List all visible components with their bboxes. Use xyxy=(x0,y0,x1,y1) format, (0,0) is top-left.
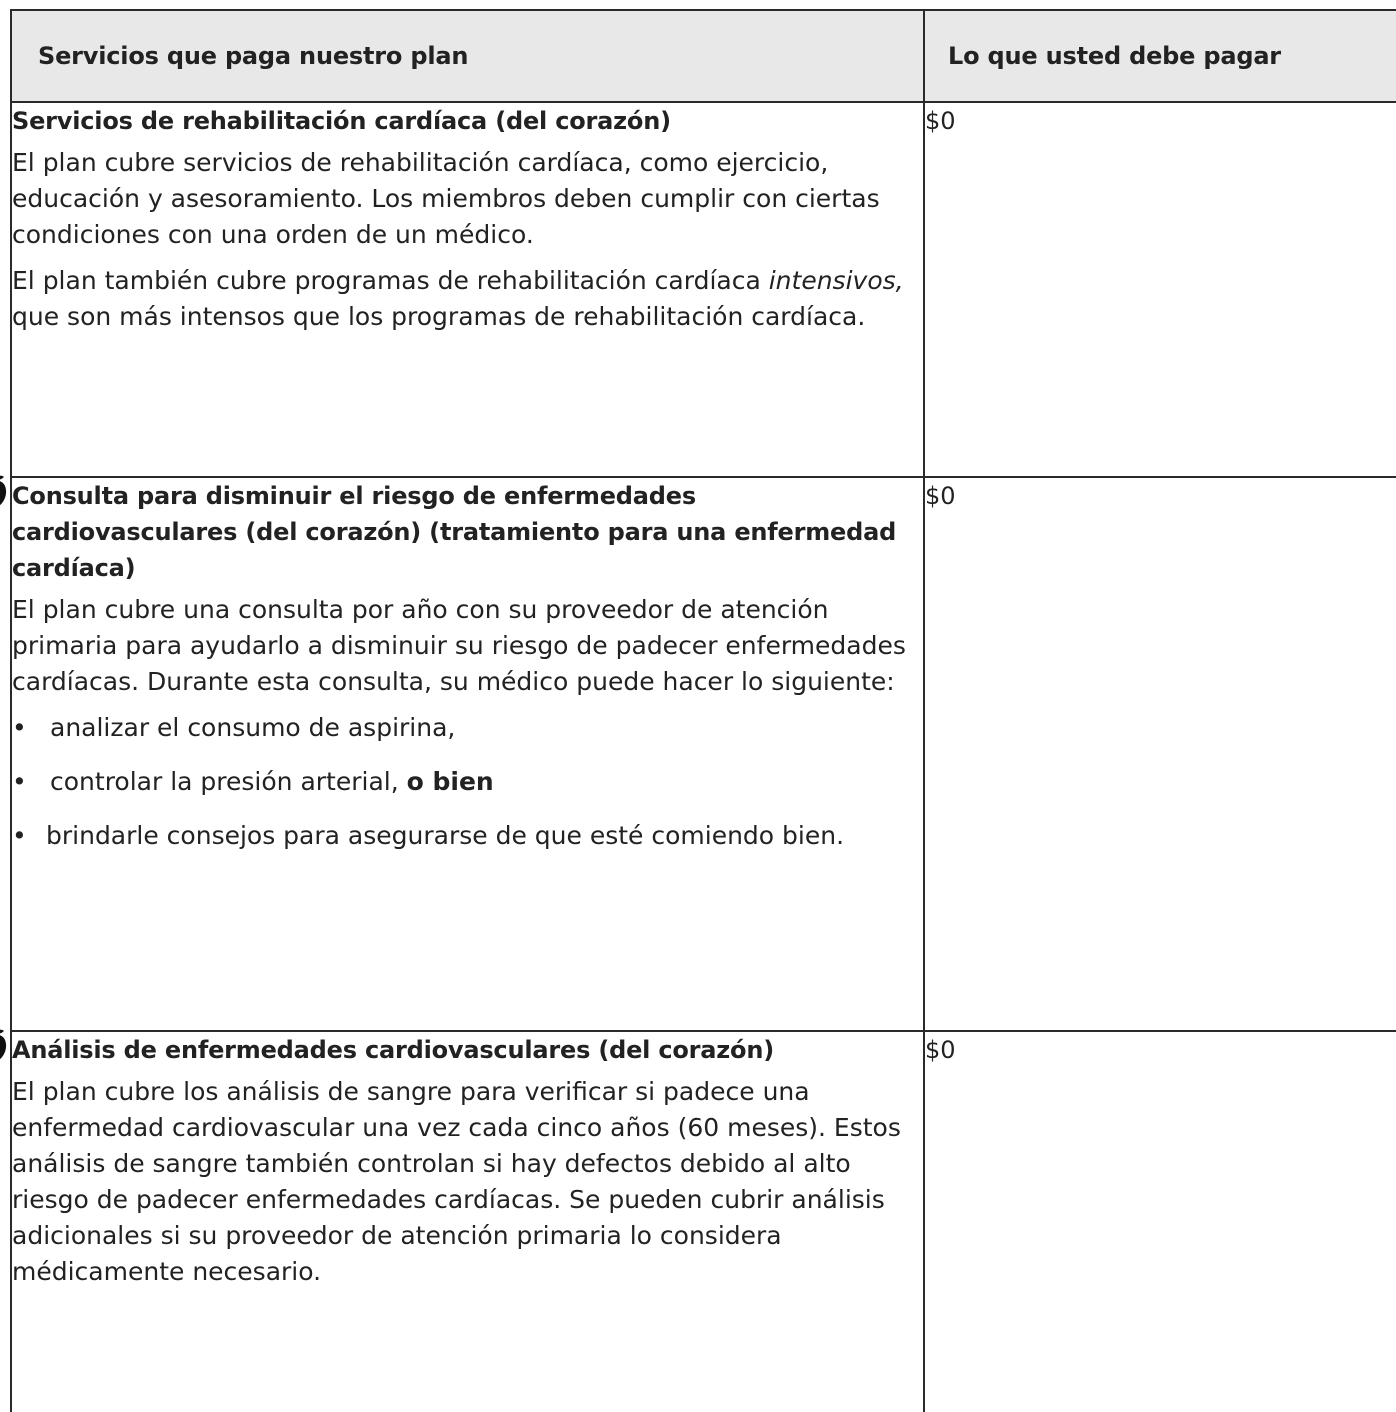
service-cell xyxy=(11,477,924,1031)
bullet-text: brindarle consejos para asegurarse de que esté comiendo bien. xyxy=(46,821,845,850)
bullet-text: analizar el consumo de aspirina, xyxy=(50,713,456,742)
header-services: Servicios que paga nuestro plan xyxy=(11,10,924,102)
cost-value: $0 xyxy=(925,107,956,135)
bullet-item xyxy=(12,710,923,746)
service-title xyxy=(12,478,923,586)
service-description xyxy=(12,145,923,253)
bullet-dot: • xyxy=(12,821,27,850)
service-description-2 xyxy=(12,263,923,335)
benefits-table xyxy=(10,9,1396,1412)
cost-cell xyxy=(924,1031,1396,1412)
service-description xyxy=(12,592,923,700)
service-description xyxy=(12,1074,923,1290)
bullet-item xyxy=(12,764,923,800)
table-row xyxy=(11,102,1396,477)
bullet-bold-text: o bien xyxy=(406,767,494,796)
table-header-row xyxy=(11,10,1396,102)
service-description-text: El plan cubre servicios de rehabilitación cardíaca, como ejercicio, educación y asesoramiento. Los miembros deben cumplir con ciertas condiciones con una orden de un médico. xyxy=(12,148,880,249)
cost-cell xyxy=(924,477,1396,1031)
table-row xyxy=(11,477,1396,1031)
apple-icon xyxy=(0,473,8,509)
service-title xyxy=(12,103,923,139)
service-title xyxy=(12,1032,923,1068)
cost-value: $0 xyxy=(925,1036,956,1064)
service-description-2-end: que son más intensos que los programas de rehabilitación cardíaca. xyxy=(12,302,866,331)
cost-value: $0 xyxy=(925,482,956,510)
service-title-text: Consulta para disminuir el riesgo de enfermedades cardiovasculares (del corazón) (tratamiento para una enfermedad cardíaca) xyxy=(12,482,897,582)
bullet-text: controlar la presión arterial, xyxy=(50,767,407,796)
apple-icon xyxy=(0,1027,8,1063)
service-cell xyxy=(11,1031,924,1412)
service-description-text: El plan cubre los análisis de sangre para verificar si padece una enfermedad cardiovascular una vez cada cinco años (60 meses). Estos análisis de sangre también controlan si hay defectos debido al alto riesgo de padecer enfermedades cardíacas. Se pueden cubrir análisis adicionales si su proveedor de atención primaria lo considera médicamente necesario. xyxy=(12,1077,901,1286)
bullet-dot: • xyxy=(12,713,27,742)
service-description-2-italic: intensivos, xyxy=(768,266,904,295)
header-cost: Lo que usted debe pagar xyxy=(924,10,1396,102)
table-row xyxy=(11,1031,1396,1412)
service-title-text: Análisis de enfermedades cardiovasculares (del corazón) xyxy=(12,1036,774,1064)
service-cell xyxy=(11,102,924,477)
service-description-text: El plan cubre una consulta por año con su proveedor de atención primaria para ayudarlo a disminuir su riesgo de padecer enfermedades cardíacas. Durante esta consulta, su médico puede hacer lo siguiente: xyxy=(12,595,906,696)
bullet-item xyxy=(12,818,923,854)
service-description-2-start: El plan también cubre programas de rehabilitación cardíaca xyxy=(12,266,769,295)
service-title-text: Servicios de rehabilitación cardíaca (del corazón) xyxy=(12,107,671,135)
cost-cell xyxy=(924,102,1396,477)
bullet-dot: • xyxy=(12,767,27,796)
